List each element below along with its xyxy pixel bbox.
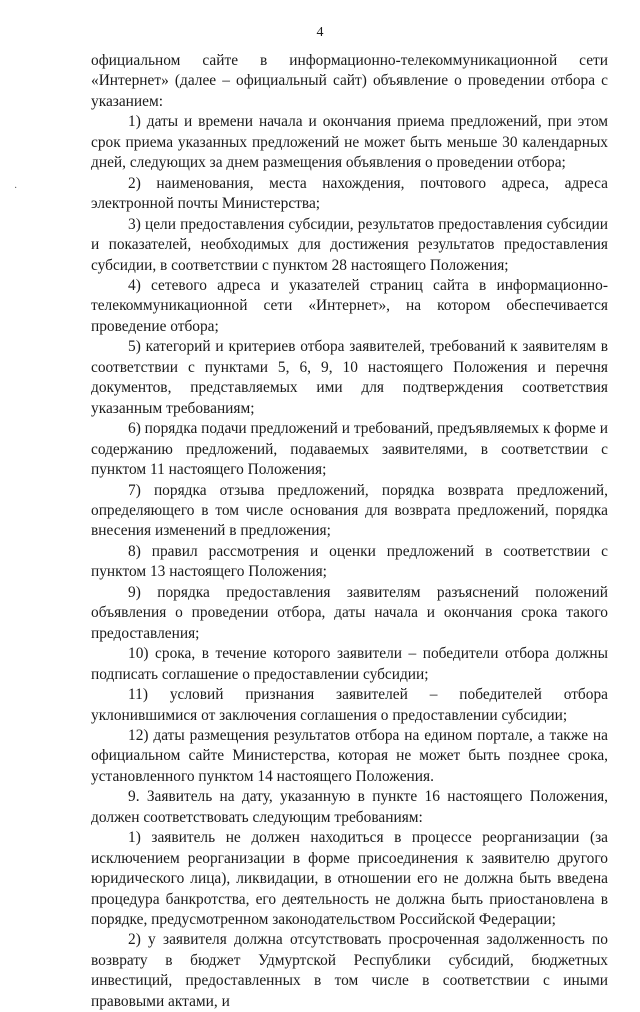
list-item-8: 8) правил рассмотрения и оценки предложений в соответствии с пунктом 13 настоящего Положения; bbox=[91, 542, 608, 581]
list-item-2: 2) наименования, места нахождения, почтового адреса, адреса электронной почты Министерства; bbox=[91, 174, 608, 213]
paragraph-intro-continuation: официальном сайте в информационно-телекоммуникационной сети «Интернет» (далее – официальный сайт) объявление о проведении отбора с указанием: bbox=[91, 52, 608, 110]
list-item-10: 10) срока, в течение которого заявители – победители отбора должны подписать соглашение о предоставлении субсидии; bbox=[91, 645, 608, 683]
list-item-12: 12) даты размещения результатов отбора на едином портале, а также на официальном сайте Министерства, которая не может быть позднее срока, установленного пунктом 14 настоящего Положения. bbox=[91, 726, 608, 785]
page-number: 4 bbox=[316, 25, 324, 40]
list-item-1: 1) даты и времени начала и окончания приема предложений, при этом срок приема указанных предложений не может быть меньше 30 календарных дней, следующих за днем размещения объявления о проведении отбора; bbox=[91, 113, 608, 172]
list-item-3: 3) цели предоставления субсидии, результатов предоставления субсидии и показателей, необходимых для достижения результатов предоставления субсидии, в соответствии с пунктом 28 настоящего Положения; bbox=[91, 215, 608, 274]
requirement-1: 1) заявитель не должен находиться в процессе реорганизации (за исключением реорганизации в форме присоединения к заявителю другого юридического лица), ликвидации, в отношении его не должна быть введена процедура банкротства, его деятельность не должна быть приостановлена в порядке, предусмотренном законодательством Российской Федерации; bbox=[91, 829, 608, 929]
list-item-5: 5) категорий и критериев отбора заявителей, требований к заявителям в соответствии с пунктами 5, 6, 9, 10 настоящего Положения и перечня документов, представляемых ими для подтверждения соответствия указанным требованиям; bbox=[91, 338, 608, 417]
document-body bbox=[91, 51, 608, 1012]
margin-mark: · bbox=[14, 183, 18, 194]
list-item-7: 7) порядка отзыва предложений, порядка возврата предложений, определяющего в том числе основания для возврата предложений, порядка внесения изменений в предложения; bbox=[91, 481, 608, 540]
list-item-11: 11) условий признания заявителей – победителей отбора уклонившимися от заключения соглашения о предоставлении субсидии; bbox=[91, 686, 608, 724]
clause-9: 9. Заявитель на дату, указанную в пункте 16 настоящего Положения, должен соответствовать следующим требованиям: bbox=[91, 788, 608, 826]
list-item-9: 9) порядка предоставления заявителям разъяснений положений объявления о проведении отбора, даты начала и окончания срока такого предоставления; bbox=[91, 583, 608, 642]
list-item-6: 6) порядка подачи предложений и требований, предъявляемых к форме и содержанию предложений, подаваемых заявителями, в соответствии с пунктом 11 настоящего Положения; bbox=[91, 420, 608, 479]
list-item-4: 4) сетевого адреса и указателей страниц сайта в информационно-телекоммуникационной сети «Интернет», на котором обеспечивается проведение отбора; bbox=[91, 276, 608, 335]
requirement-2: 2) у заявителя должна отсутствовать просроченная задолженность по возврату в бюджет Удмуртской Республики субсидий, бюджетных инвестиций, предоставленных в том числе в соответствии с иными правовыми актами, и bbox=[91, 931, 608, 1010]
